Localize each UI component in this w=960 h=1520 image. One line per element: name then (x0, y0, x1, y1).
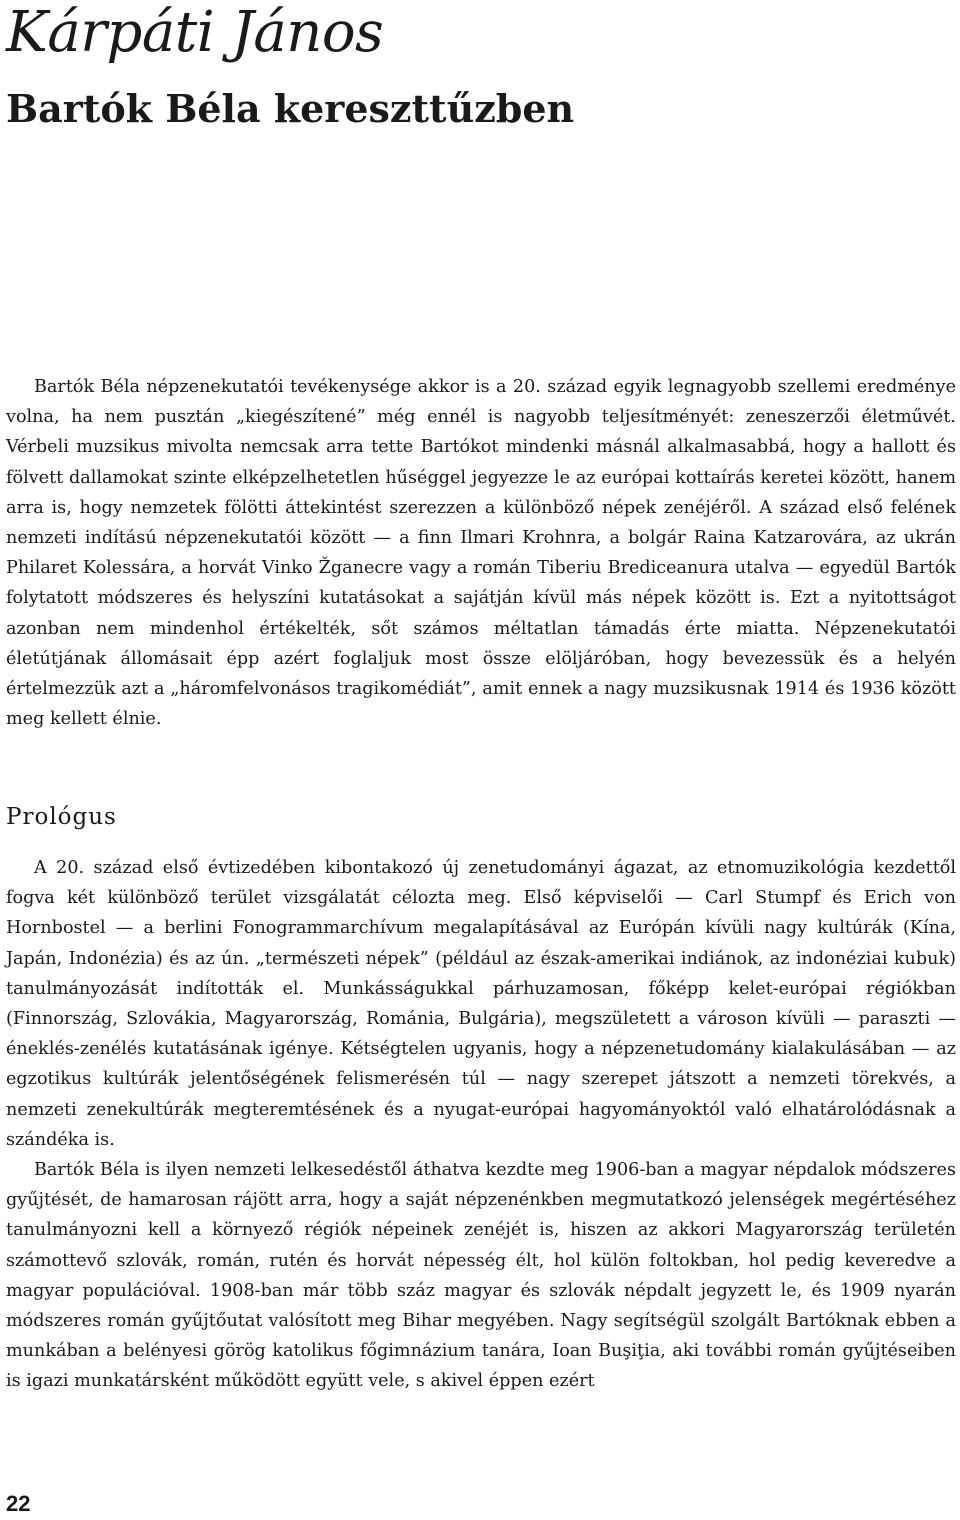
section-body (6, 853, 956, 1397)
section-heading: Prológus (6, 804, 117, 830)
author-name: Kárpáti János (6, 0, 384, 65)
article-title: Bartók Béla kereszttűzben (6, 86, 575, 131)
section-paragraph: Bartók Béla is ilyen nemzeti lelkesedéstől áthatva kezdte meg 1906-ban a magyar népdalok módszeres gyűjtését, de hamarosan rájött arra, hogy a saját népzenénkben megmutatkozó jelenségek megértéséhez tanulmányozni kell a környező régiók népeinek zenéjét is, hiszen az akkori Magyarország területén számottevő szlovák, román, rutén és horvát népesség élt, hol külön foltokban, hol pedig keveredve a magyar populációval. 1908-ban már több száz magyar és szlovák népdalt jegyzett le, és 1909 nyarán módszeres román gyűjtőutat valósított meg Bihar megyében. Nagy segítségül szolgált Bartóknak ebben a munkában a belényesi görög katolikus főgimnázium tanára, Ioan Buşiţia, aki további román gyűjtéseiben is igazi munkatársként működött együtt vele, s akivel éppen ezért (6, 1160, 956, 1392)
intro-body (6, 372, 956, 734)
section-paragraph: A 20. század első évtizedében kibontakozó új zenetudományi ágazat, az etnomuzikológia kezdettől fogva két különböző terület vizsgálatát célozta meg. Első képviselői — Carl Stumpf és Erich von Hornbostel — a berlini Fonogrammarchívum megalapításával az Európán kívüli nagy kultúrák (Kína, Japán, Indonézia) és az ún. „természeti népek” (például az észak-amerikai indiánok, az indonéziai kubuk) tanulmányozását indították el. Munkásságukkal párhuzamosan, főképp kelet-európai régiókban (Finnország, Szlovákia, Magyarország, Románia, Bulgária), megszületett a városon kívüli — paraszti — éneklés-zenélés kutatásának igénye. Kétségtelen ugyanis, hogy a népzenetudomány kialakulásában — az egzotikus kultúrák jelentőségének felismerésén túl — nagy szerepet játszott a nemzeti törekvés, a nemzeti zenekultúrák megteremtésének és a nyugat-európai hagyományoktól való elhatárolódásnak a szándéka is. (6, 858, 956, 1150)
intro-paragraph: Bartók Béla népzenekutatói tevékenysége akkor is a 20. század egyik legnagyobb szellemi eredménye volna, ha nem pusztán „kiegészítené” még ennél is nagyobb teljesítményét: zeneszerzői életművét. Vérbeli muzsikus mivolta nemcsak arra tette Bartókot mindenki másnál alkalmasabbá, hogy a hallott és fölvett dallamokat szinte elképzelhetetlen hűséggel jegyezze le az európai kottaírás keretei között, hanem arra is, hogy nemzetek fölötti áttekintést szerezzen a különböző népek zenéjéről. A század első felének nemzeti indítású népzenekutatói között — a finn Ilmari Krohnra, a bolgár Raina Katzarovára, az ukrán Philaret Kolessára, a horvát Vinko Žganecre vagy a román Tiberiu Brediceanura utalva — egyedül Bartók folytatott módszeres és helyszíni kutatásokat a sajátján kívül más népek között is. Ezt a nyitottságot azonban nem mindenhol értékelték, sőt számos méltatlan támadás érte miatta. Népzenekutatói életútjának állomásait épp azért foglaljuk most össze elöljáróban, hogy bevezessük és a helyén értelmezzük azt a „háromfelvonásos tragikomédiát”, amit ennek a nagy muzsikusnak 1914 és 1936 között meg kellett élnie. (6, 377, 956, 730)
page-number: 22 (6, 1491, 31, 1516)
